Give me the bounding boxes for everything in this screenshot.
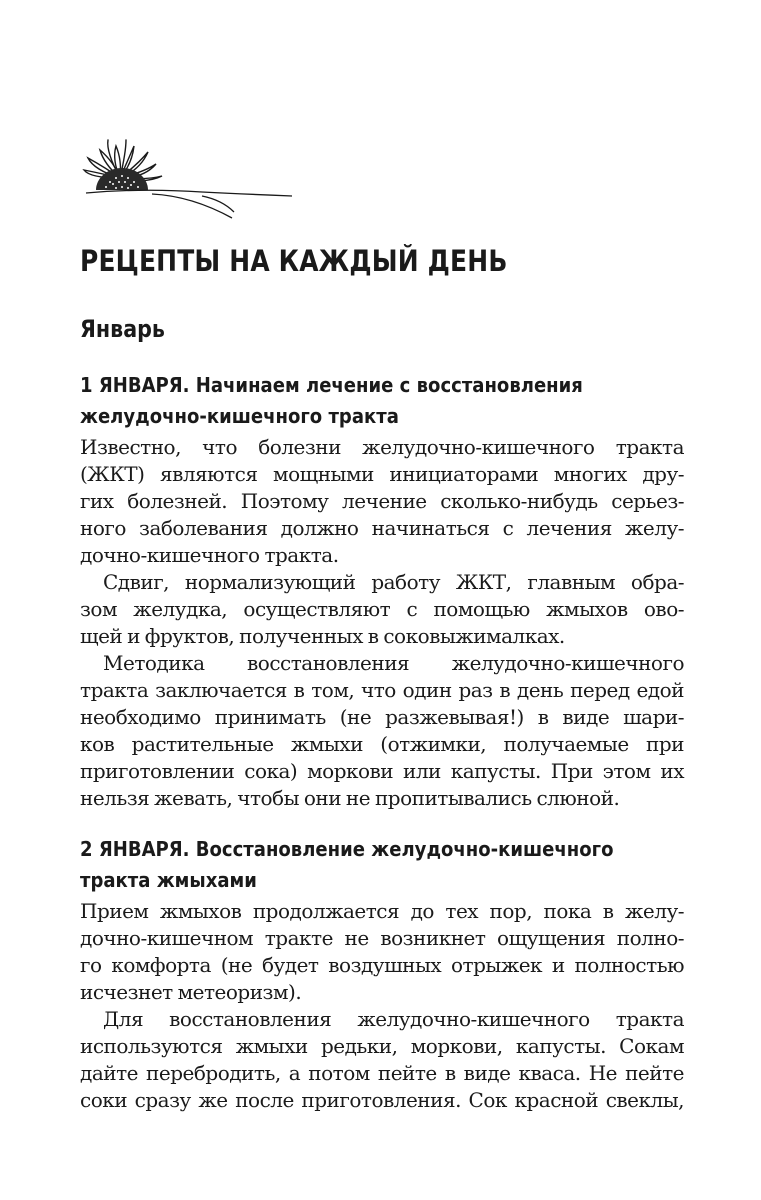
paragraph-line: соки сразу же после приготовления. Сок красной свеклы,	[80, 1088, 684, 1112]
paragraph-line: нельзя жевать, чтобы они не пропитывались слюной.	[80, 786, 620, 810]
paragraph-line: исчезнет метеоризм).	[80, 980, 302, 1004]
paragraph-line: (ЖКТ) являются мощными инициаторами многих дру-	[80, 462, 684, 486]
sunflower-sunrise-icon	[82, 138, 294, 228]
chapter-title: РЕЦЕПТЫ НА КАЖДЫЙ ДЕНЬ	[80, 244, 508, 278]
paragraph-line: Для восстановления желудочно-кишечного тракта	[103, 1007, 684, 1031]
section-heading-line: 2 ЯНВАРЯ. Восстановление желудочно-кишечного	[80, 837, 614, 861]
paragraph-line: ков растительные жмыхи (отжимки, получаемые при	[80, 732, 684, 756]
paragraph-line: го комфорта (не будет воздушных отрыжек и полностью	[80, 953, 684, 977]
paragraph-line: дочно-кишечного тракта.	[80, 543, 339, 567]
month-title: Январь	[80, 315, 165, 343]
paragraph-line: щей и фруктов, полученных в соковыжималках.	[80, 624, 565, 648]
paragraph-line: гих болезней. Поэтому лечение сколько-нибудь серьез-	[80, 489, 684, 513]
section-heading-line: тракта жмыхами	[80, 868, 257, 892]
paragraph-line: ного заболевания должно начинаться с лечения желу-	[80, 516, 684, 540]
paragraph-line: приготовлении сока) моркови или капусты. При этом их	[80, 759, 684, 783]
paragraph-line: дайте перебродить, а потом пейте в виде кваса. Не пейте	[80, 1061, 684, 1085]
paragraph-line: используются жмыхи редьки, моркови, капусты. Сокам	[80, 1034, 684, 1058]
paragraph-line: Сдвиг, нормализующий работу ЖКТ, главным обра-	[103, 570, 684, 594]
paragraph-line: Методика восстановления желудочно-кишечного	[103, 651, 684, 675]
section-heading-line: желудочно-кишечного тракта	[80, 404, 399, 428]
paragraph-line: тракта заключается в том, что один раз в день перед едой	[80, 678, 684, 702]
paragraph-line: необходимо принимать (не разжевывая!) в виде шари-	[80, 705, 684, 729]
paragraph-line: дочно-кишечном тракте не возникнет ощущения полно-	[80, 926, 684, 950]
paragraph-line: зом желудка, осуществляют с помощью жмыхов ово-	[80, 597, 684, 621]
paragraph-line: Известно, что болезни желудочно-кишечного тракта	[80, 435, 684, 459]
section-heading-line: 1 ЯНВАРЯ. Начинаем лечение с восстановления	[80, 373, 583, 397]
paragraph-line: Прием жмыхов продолжается до тех пор, пока в желу-	[80, 899, 684, 923]
